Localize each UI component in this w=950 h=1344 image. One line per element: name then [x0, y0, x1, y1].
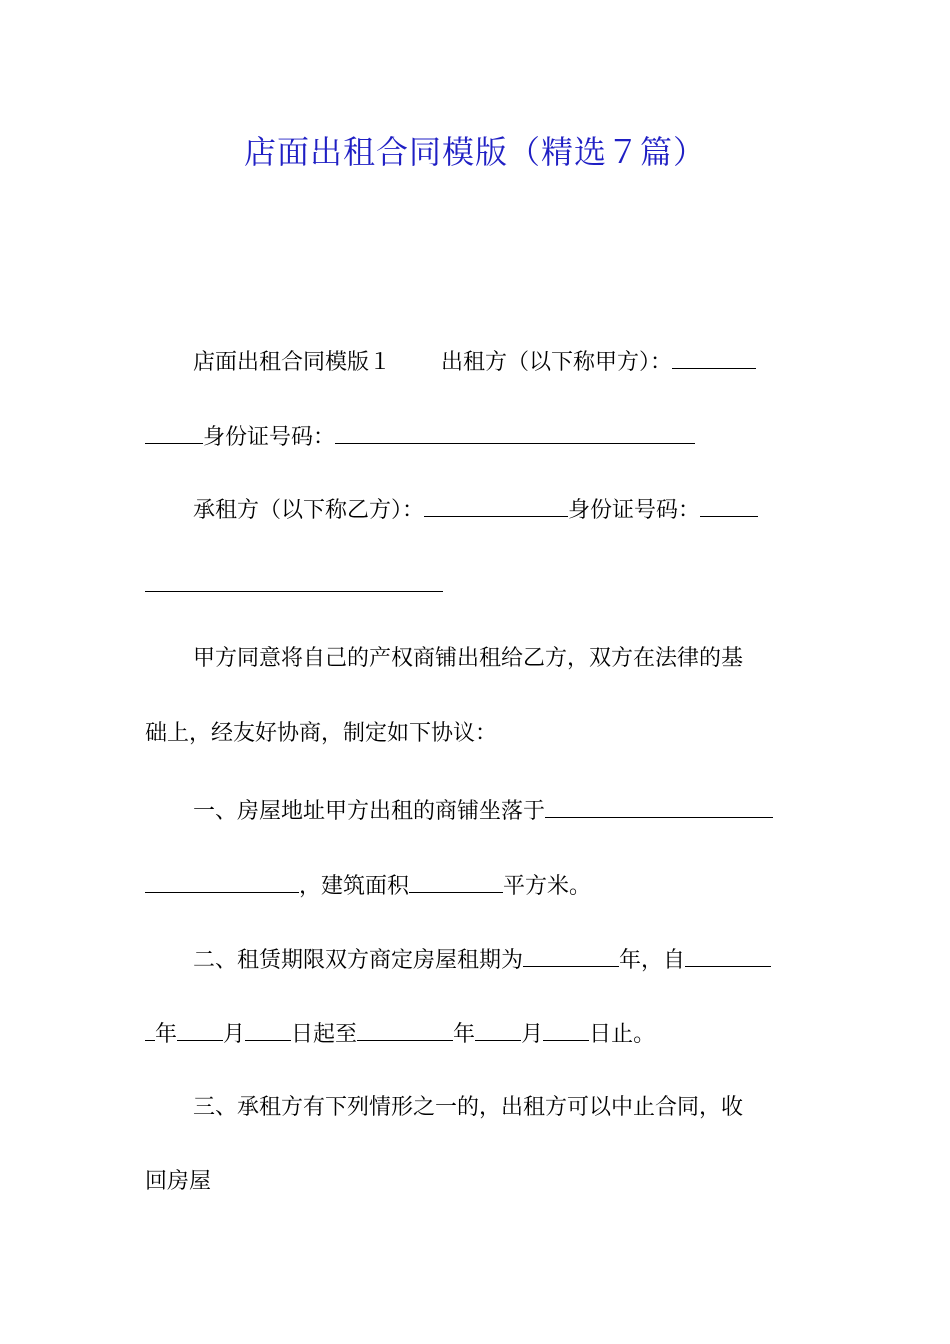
area-unit: 平方米。	[503, 874, 592, 899]
paragraph-lessee-id-cont	[145, 563, 807, 603]
lessor-name-blank	[672, 340, 756, 369]
subtitle-template-1: 店面出租合同模版１	[193, 350, 392, 375]
start-year-label: 年	[155, 1022, 178, 1047]
clause-3-text: 三、承租方有下列情形之一的，出租方可以中止合同，收	[193, 1095, 744, 1120]
end-month-label: 月	[521, 1022, 544, 1047]
end-year-label: 年	[453, 1022, 476, 1047]
start-day-label: 日起至	[291, 1022, 358, 1047]
clause-1	[145, 789, 807, 829]
start-month-label: 月	[223, 1022, 246, 1047]
end-day-blank	[543, 1012, 589, 1041]
clause-2	[145, 938, 807, 978]
clause-1-cont	[145, 864, 807, 904]
lessee-id-label: 身份证号码：	[568, 498, 701, 523]
clause-3	[145, 1088, 807, 1128]
lessee-name-blank	[424, 488, 568, 517]
agreement-text-2: 础上，经友好协商，制定如下协议：	[145, 721, 498, 746]
term-years-label: 年，自	[619, 948, 686, 973]
start-year-blank-cont	[145, 1012, 155, 1041]
area-label: ，建筑面积	[299, 874, 410, 899]
end-month-blank	[475, 1012, 521, 1041]
lessor-name-blank-cont	[145, 415, 203, 444]
lessor-id-blank	[335, 415, 695, 444]
paragraph-lessor-id	[145, 415, 807, 455]
clause-1-text: 一、房屋地址甲方出租的商铺坐落于	[193, 799, 546, 824]
clause-3-cont	[145, 1162, 807, 1202]
clause-3-text-cont: 回房屋	[145, 1169, 212, 1194]
document-title: 店面出租合同模版（精选７篇）	[243, 133, 706, 171]
start-day-blank	[245, 1012, 291, 1041]
start-month-blank	[177, 1012, 223, 1041]
paragraph-agreement	[145, 639, 807, 679]
paragraph-lessor	[145, 340, 807, 380]
lessee-label: 承租方（以下称乙方）：	[193, 498, 425, 523]
term-years-blank	[523, 938, 619, 967]
lessee-id-blank	[700, 488, 758, 517]
address-blank	[545, 789, 773, 818]
area-blank	[409, 864, 503, 893]
paragraph-lessee	[145, 488, 807, 528]
agreement-text-1: 甲方同意将自己的产权商铺出租给乙方，双方在法律的基	[193, 646, 744, 671]
paragraph-agreement-cont	[145, 714, 807, 754]
address-blank-cont	[145, 864, 299, 893]
clause-2-cont	[145, 1012, 807, 1052]
end-year-blank	[357, 1012, 453, 1041]
end-day-label: 日止。	[589, 1022, 656, 1047]
start-year-blank	[685, 938, 771, 967]
lessee-id-blank-cont	[145, 563, 443, 592]
clause-2-text: 二、租赁期限双方商定房屋租期为	[193, 948, 524, 973]
lessor-label: 出租方（以下称甲方）：	[441, 350, 673, 375]
lessor-id-label: 身份证号码：	[203, 425, 336, 450]
